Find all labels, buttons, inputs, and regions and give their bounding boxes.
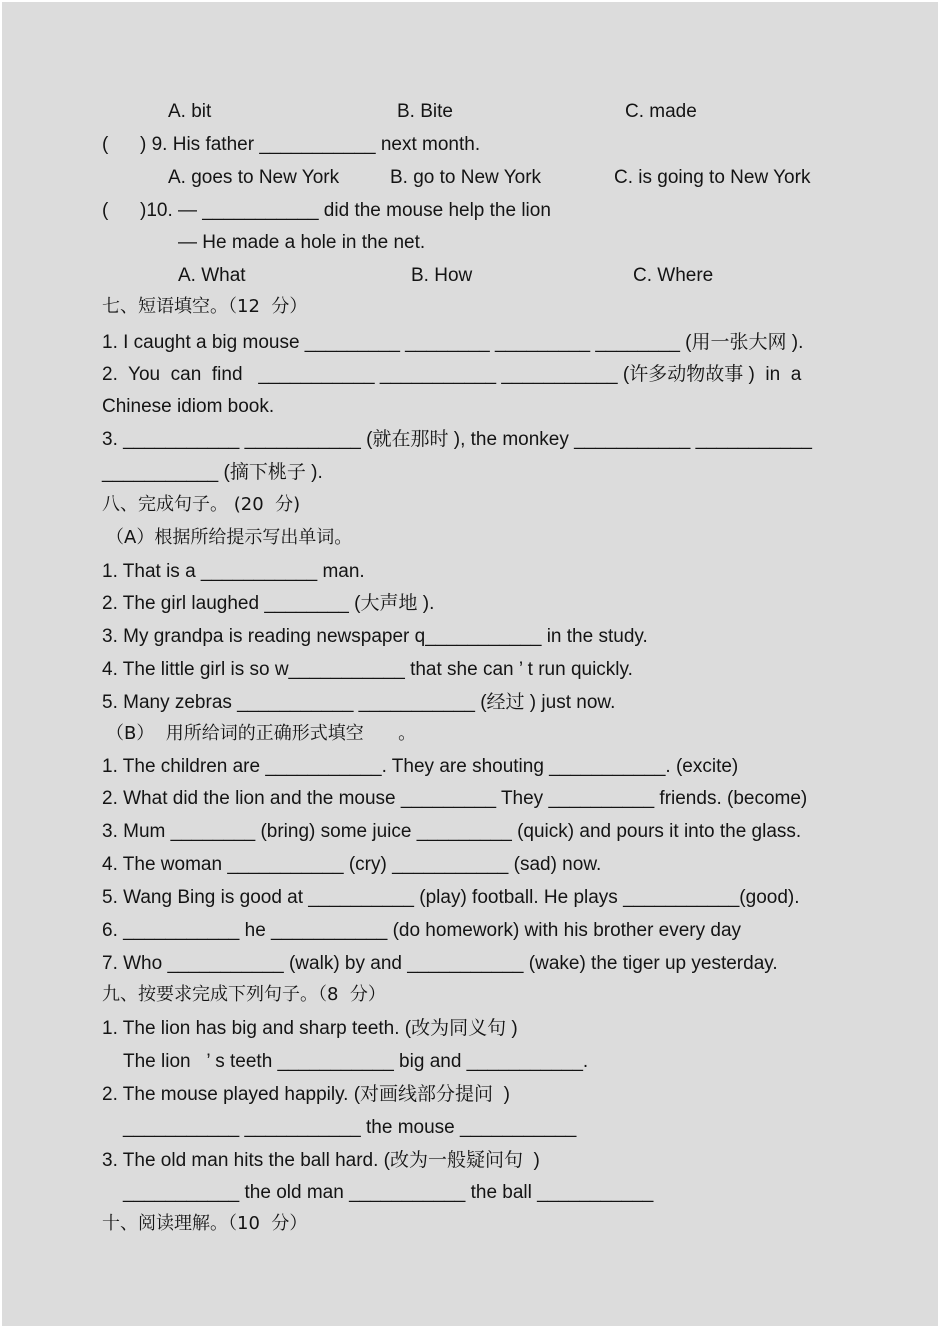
section-8-title: 八、完成句子。 (20 分) [102,494,301,515]
sec8-b-item-6: 6. ___________ he ___________ (do homework) with his brother every day [102,920,742,941]
sec9-q3: 3. The old man hits the ball hard. (改为一般疑问句 ) [102,1150,540,1171]
sec7-line-3: 3. ___________ ___________ (就在那时 ), the monkey ___________ ___________ [102,429,812,450]
section-7-title: 七、短语填空。（12 分） [102,296,308,317]
q9-option-b: B. go to New York [390,167,542,188]
q9-option-a: A. goes to New York [168,167,340,188]
worksheet-page [2,2,938,1326]
sec9-q3-answer: ___________ the old man ___________ the ball ___________ [123,1182,654,1203]
sec7-line-2: 2. You can find ___________ ___________ ___________ (许多动物故事 ) in a [102,364,802,385]
q10-question: ( )10. — ___________ did the mouse help the lion [102,200,551,221]
q10-option-c: C. Where [633,265,714,286]
sec7-line-1: 1. I caught a big mouse _________ ________ _________ ________ (用一张大网 ). [102,332,804,353]
q8-option-b: B. Bite [397,101,453,122]
sec8-b-item-5: 5. Wang Bing is good at __________ (play) football. He plays ___________(good). [102,887,800,908]
sec8-part-b-heading: （B） 用所给词的正确形式填空 。 [106,723,417,744]
q10-answer: — He made a hole in the net. [178,232,426,253]
sec8-a-item-3: 3. My grandpa is reading newspaper q___________ in the study. [102,626,648,647]
sec9-q1-answer: The lion ’ s teeth ___________ big and ___________. [123,1051,589,1072]
q9-option-c: C. is going to New York [614,167,811,188]
section-10-title: 十、阅读理解。（10 分） [102,1213,308,1234]
sec8-a-item-1: 1. That is a ___________ man. [102,561,365,582]
sec9-q2: 2. The mouse played happily. (对画线部分提问 ) [102,1084,510,1105]
sec8-a-item-5: 5. Many zebras ___________ ___________ (经过 ) just now. [102,692,616,713]
sec8-b-item-7: 7. Who ___________ (walk) by and ___________ (wake) the tiger up yesterday. [102,953,778,974]
sec8-b-item-4: 4. The woman ___________ (cry) ___________ (sad) now. [102,854,602,875]
sec8-b-item-1: 1. The children are ___________. They are shouting ___________. (excite) [102,756,739,777]
sec8-a-item-4: 4. The little girl is so w___________ that she can ’ t run quickly. [102,659,633,680]
sec9-q1: 1. The lion has big and sharp teeth. (改为同义句 ) [102,1018,518,1039]
sec8-a-item-2: 2. The girl laughed ________ (大声地 ). [102,593,435,614]
sec9-q2-answer: ___________ ___________ the mouse ___________ [123,1117,577,1138]
sec7-line-3-cont: ___________ (摘下桃子 ). [102,462,323,483]
sec8-b-item-2: 2. What did the lion and the mouse _________ They __________ friends. (become) [102,788,808,809]
sec8-b-item-3: 3. Mum ________ (bring) some juice _________ (quick) and pours it into the glass. [102,821,802,842]
q8-option-c: C. made [625,101,697,122]
q10-option-b: B. How [411,265,473,286]
sec7-line-2-cont: Chinese idiom book. [102,396,275,417]
q9-question: ( ) 9. His father ___________ next month. [102,134,481,155]
sec8-part-a-heading: （A）根据所给提示写出单词。 [106,527,353,548]
section-9-title: 九、按要求完成下列句子。（8 分） [102,984,386,1005]
q10-option-a: A. What [178,265,246,286]
q8-option-a: A. bit [168,101,212,122]
